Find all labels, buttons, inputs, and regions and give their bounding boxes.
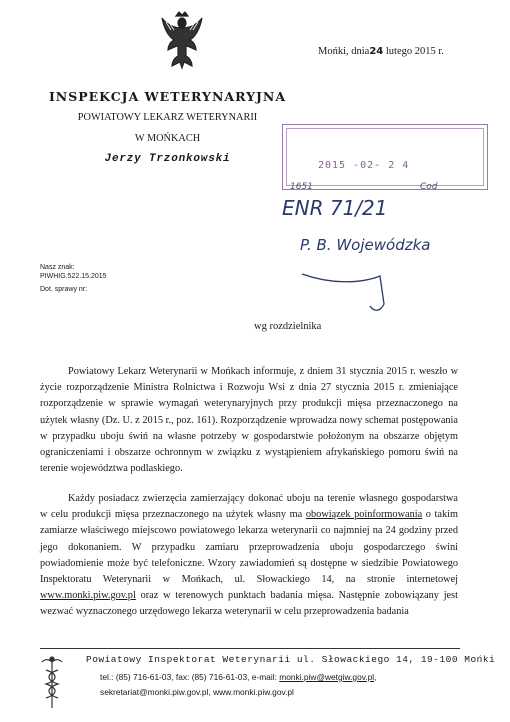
website-link: www.monki.piw.gov.pl <box>40 590 136 602</box>
institution-name: INSPEKCJA WETERYNARYJNA <box>48 89 287 104</box>
footer-email-web: sekretariat@monki.piw.gov.pl, www.monki.piw.gov.pl <box>100 687 294 697</box>
handwritten-flourish <box>300 254 420 314</box>
footer-address: Powiatowy Inspektorat Weterynarii ul. Słowackiego 14, 19-100 Mońki <box>86 654 496 665</box>
handwritten-number: 1651 <box>290 182 313 192</box>
caduceus-logo-icon <box>38 654 66 710</box>
office-city: W MOŃKACH <box>134 133 201 144</box>
received-stamp-inner <box>286 128 484 186</box>
footer-contact: tel.: (85) 716-61-03, fax: (85) 716-61-03, e-mail: monki.piw@wetgiw.gov.pl, <box>100 672 377 682</box>
body-paragraph-1: Powiatowy Lekarz Weterynarii w Mońkach informuje, z dniem 31 stycznia 2015 r. weszło w życie rozporządzenie Ministra Rolnictwa i Rozwoju Wsi z dnia 27 stycznia 2015 r. zmieniające rozporządzenie w sprawie wymagań weterynaryjnych przy produkcji mięsa przeznaczonego na użytek własny (Dz. U. z 2015 r., poz. 161). Rozporządzenie wprowadza nowy schemat postępowania w przypadku uboju świń na własne potrzeby w gospodarstwie położonym na obszarze objętym ograniczeniami i obszarze ochronnym w związku z wystąpieniem afrykańskiego pomoru świń na terenie województwa podlaskiego. <box>40 366 458 475</box>
body-paragraph-2: Każdy posiadacz zwierzęcia zamierzający dokonać uboju na terenie własnego gospodarstwa w celu produkcji mięsa przeznaczonego na użytek własny ma obowiązek poinformowania o takim zamiarze właściwego miejscowo powiatowego lekarza weterynarii co najmniej na 24 godziny przed jego dokonaniem. W przypadku zamiaru przeprowadzenia uboju gospodarczego świni powiadomienie może być telefoniczne. Wzory zawiadomień są dostępne w siedzibie Powiatowego Inspektoratu Weterynarii w Mońkach, ul. Słowackiego 14, na stronie internetowej www.monki.piw.gov.pl oraz w terenowych punktach badania mięsa. Następnie zobowiązany jest wezwać wyznaczonego urzędowego lekarza weterynarii w celu przeprowadzenia badania <box>40 493 458 618</box>
stamp-date: 2015 -02- 2 4 <box>318 160 410 171</box>
office-name: POWIATOWY LEKARZ WETERYNARII <box>77 112 258 123</box>
polish-eagle-emblem-icon <box>160 10 204 72</box>
addressee: wg rozdzielnika <box>254 321 322 332</box>
handwritten-day: 24 <box>369 46 384 57</box>
your-ref-label: Dot. sprawy nr: <box>40 286 88 293</box>
officer-name: Jerzy Trzonkowski <box>104 153 231 165</box>
handwritten-signature: ENR 71/21 <box>282 196 388 220</box>
handwritten-note: Cod <box>420 182 438 192</box>
footer-email-link[interactable]: monki.piw@wetgiw.gov.pl <box>279 672 375 682</box>
underlined-phrase: obowiązek poinformowania <box>305 509 423 521</box>
footer-divider <box>40 648 460 649</box>
place-date: Mońki, dnia24 lutego 2015 r. <box>318 46 444 57</box>
handwritten-signature-2: P. B. Wojewódzka <box>300 236 431 254</box>
our-ref-label: Nasz znak: <box>40 264 75 271</box>
our-ref-value: PIWHIG.522.15.2015 <box>40 273 107 280</box>
